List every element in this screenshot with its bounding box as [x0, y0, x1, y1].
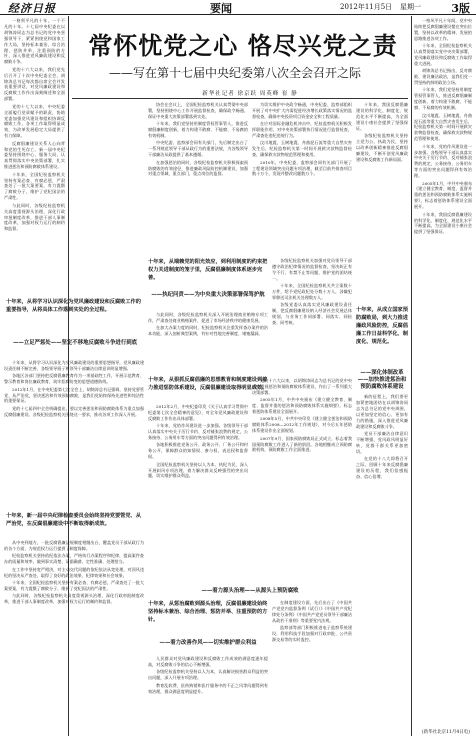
- pull-quote: 十年来，新一届中央纪律检查委员会始终坚持党要管党、从严治党，在反腐倡廉建设中不断取得新成效。: [6, 513, 141, 527]
- article-column-3: [148, 102, 248, 252]
- page-number: 3版: [451, 2, 470, 15]
- paragraph: 十年来，全国纪检监察机关认真贯彻落实党中央决策部署，党风廉政建设和反腐败工作取得重大进展。: [414, 43, 472, 66]
- paragraph: 各级纪检监察机关坚持立党为公、执政为民，坚持以改革创新精神推进反腐倡廉建设，不断开创党风廉政建设和反腐败工作新局面。: [356, 133, 408, 162]
- article-column-9: [272, 600, 352, 734]
- article-column-6: [148, 404, 248, 584]
- paragraph: 在制度建设方面，先后出台了《中国共产党党内监督条例（试行）》《中国共产党纪律处分条例》《中国共产党党员领导干部廉洁从政若干准则》等重要党内法规。: [272, 600, 352, 623]
- paragraph: 党员干部廉洁自律意识不断增强，党风政风明显好转，党群干群关系更加密切。: [356, 430, 408, 454]
- paragraph: 全国纪检监察机关坚持以人为本、执纪为民，深入开展纠风专项治理，着力解决群众反映强烈的突出问题，切实维护群众利益。: [148, 461, 248, 479]
- article-column-4b: [272, 258, 352, 372]
- paragraph: 反腐倡廉建设关系人心向背和党的生死存亡。新一届中央纪委坚持围绕中心、服务大局，认真贯彻落实中央决策部署，扎实推进惩治和预防腐败体系建设。: [4, 140, 65, 170]
- paragraph: 党的十六大以来，以胡锦涛同志为总书记的党中央高度重视惩治和预防腐败体系建设，作出了一系列重大决策部署。: [252, 378, 352, 395]
- paragraph: 在应对国际金融危机冲击中，纪检监察机关积极发挥职能作用，对中央决策部署执行情况进行监督检查，严肃查处违纪违规行为。: [252, 121, 352, 139]
- article-column-8: [148, 656, 268, 734]
- paragraph: 十年来，我们党坚持用制度管权管事管人，推进反腐倡廉制度创新，着力构建不敢腐、不能腐、不易腐的有效机制。: [148, 121, 248, 139]
- issue-weekday: 星期一: [400, 3, 421, 11]
- section-title: 要闻: [210, 2, 232, 15]
- headline-rule: [72, 98, 408, 99]
- pull-quote: 十年来，从成立国家预防腐败局，到大力推进廉政风险防控，反腐倡廉工作日益科学化、制度化、规范化。: [356, 307, 408, 345]
- section-subhead: ——执纪问责——为中央重大决策部署保驾护航: [151, 292, 265, 298]
- paragraph: 汶川地震、玉树地震、舟曲泥石流等重大自然灾害发生后，纪检监察机关第一时间开展救灾款物监督检查，确保救灾款物规范管理和使用。: [252, 140, 352, 158]
- pull-quote: 十年来，从惩治腐败到源头治理，反腐倡廉建设始终坚持标本兼治、综合治理、惩防并举、注重预防的方针。: [148, 601, 268, 623]
- paragraph: 从中央到地方，一批反腐倡廉法规制度相继出台，覆盖党员干部从政行为的各个方面，为规范权力运行提供了制度保障。: [4, 540, 144, 551]
- paragraph: 与此同时，各级纪检监察机关深入开展治理商业贿赂专项工作，严肃查处商业贿赂案件，促进了市场经济秩序的健康发展。: [148, 312, 268, 323]
- section-subhead: ——着力改善作风——切实维护群众利益: [159, 640, 257, 646]
- paragraph: 在加强惩治的同时，各级纪检监察机关积极探索预防腐败的有效途径，推进廉政风险防控机制建设，加强对重点领域、重点部门、重点岗位的监督。: [148, 159, 248, 177]
- paragraph: 一格风平凡十年间，党中央始终把反腐倡廉建设摆在突出位置，坚持以改革的精神、发展的思路推进各项工作。: [414, 18, 472, 41]
- paragraph: 十年来，我们党坚持用制度管权管事管人，推进反腐倡廉制度创新，着力构建不敢腐、不能腐、不易腐的有效机制。: [414, 87, 472, 111]
- paragraph: 十年来，全国纪检监察机关坚持有案必查、有腐必惩，严肃查处了一批大案要案，有力震慑了腐败分子，维护了党纪国法的严肃性。: [4, 579, 144, 591]
- paragraph: 人民群众对党风廉政建设和反腐败工作成效的满意度逐年提高，对反腐败斗争的信心不断增强。: [148, 656, 268, 667]
- paragraph: 2005年1月，中共中央颁布《建立健全教育、制度、监督并重的惩治和预防腐败体系实施纲要》，标志着惩防体系建设全面展开。: [414, 180, 472, 210]
- article-column-1: [4, 18, 65, 293]
- paragraph: 十年来，我国反腐倡廉建设的科学化、制度化、规范化水平不断提高，为全面建设小康社会提供了坚强保证。: [356, 102, 408, 131]
- paragraph: 新的征程上，我们要更加紧密地团结在以胡锦涛同志为总书记的党中央周围，以更加坚定的信心、更加有力的措施，深入推进党风廉政建设和反腐败斗争。: [356, 394, 408, 429]
- byline: 新华社记者 徐京跃 周英峰 崔 静: [202, 91, 298, 97]
- paragraph: 2010年，中央纪委、监察部会同有关部门开展了工程建设领域突出问题专项治理，截至目前共排查项目数十万个，发现并整改问题数万个。: [252, 159, 352, 177]
- pull-quote: 十年来，从端赖党的阳光效应，到利用制度的约束把权力关进制度的笼子里，反腐倡廉制度体系逐步完善。: [148, 259, 268, 281]
- article-column-2: [4, 360, 144, 508]
- paragraph: 各地区各部门坚持把反腐倡廉教育作为一项基础性工作，开展示范教育、警示教育和岗位廉政教育，筑牢拒腐防变的思想道德防线。: [4, 373, 144, 385]
- paragraph: 与此同时，各级纪检监察机关高度重视源头治理，深化行政审批制度改革，推进干部人事制度改革，加强对权力运行的制约和监督。: [4, 593, 144, 605]
- paragraph: 党的十六大以来，我们党先后召开了十次中央纪委全会，胡锦涛总书记每次都出席全会并发表重要讲话，对党风廉政建设和反腐败工作作出深刻阐述和全面部署。: [4, 66, 65, 102]
- article-column-4: [252, 102, 352, 252]
- article-column-7: [252, 378, 352, 584]
- paragraph: 中央纪委、监察部会同有关部门，先后制定出台了一系列规范领导干部从政行为的重要法规，为各级领导干部廉洁从政提供了基本遵循。: [148, 140, 248, 158]
- issue-date: 2012年11月5日: [340, 3, 393, 11]
- paragraph: 在党的十八大即将召开之际，回顾十年来反腐倡廉建设的历程，我们倍感振奋、信心倍增。: [356, 456, 408, 479]
- paragraph: 各级纪检监察机关坚持以人为本，认真解决损害群众利益的突出问题，深入开展专项治理。: [148, 669, 268, 681]
- main-headline: 常怀忧党之心 恪尽兴党之责: [88, 31, 398, 60]
- paragraph: 十年来，党的作风建设进一步加强。各级领导干部认真落实中央关于厉行节约、反对铺张浪费的规定，公务接待、公务用车等方面的突出问题得到有效治理。: [414, 143, 472, 179]
- paper-name: 经济日报: [8, 2, 56, 15]
- article-column-2b: [4, 540, 144, 730]
- article-column-5: [148, 312, 268, 372]
- paragraph: 2012年1月，在中央纪委第七次全会上，胡锦涛总书记强调，坚持党要管党、从严治党，坚决惩治和有效预防腐败，是我们党始终保持先进性和纯洁性的重要保证。: [4, 386, 144, 404]
- paragraph: 一格须平凡的十年，一个不凡的十年。十七届中央纪委在以胡锦涛同志为总书记的党中央坚强领导下，紧紧围绕党和国家工作大局，坚持标本兼治、综合治理、惩防并举、注重预防的方针，深入推进党风廉政建设和反腐败斗争。: [4, 18, 65, 65]
- section-subhead: ——深化体制改革——加快推进惩治和预防腐败体系建设: [357, 370, 407, 390]
- article-column-10: [356, 102, 408, 302]
- paragraph: 2008年5月，中共中央印发《建立健全惩治和预防腐败体系2008—2012年工作规划》，对今后五年惩防体系建设作出全面规划。: [252, 416, 352, 434]
- paragraph: 十年来，全国纪检监察机关共立案数十万件，给予党纪政纪处分数十万人，涉嫌犯罪移送司法机关处理数万人。: [272, 283, 352, 300]
- paragraph: 在工作中坚持宽严相济，对主动交代问题的依纪依法从宽处理，对顶风违纪的坚决从严查处，取得了良好的政治效果、纪律效果和社会效果。: [4, 566, 144, 578]
- pull-quote: 十年来，从将学习认识深化为党风廉政建设和反腐败工作的重要指导，从将具体工作落到实处的全过程。: [6, 299, 141, 313]
- section-subhead: ——着力源头治理——从源头上预防腐败: [201, 588, 299, 594]
- paragraph: 各级纪检监察机关加强对党员领导干部遵守政治纪律情况的监督检查，坚决纠正有令不行、有禁不止等问题，维护党的团结统一。: [272, 258, 352, 281]
- article-column-12: [414, 18, 472, 726]
- paragraph: 协会在会议上，全国纪检监察机关认真贯彻中央部署，坚持围绕中心工作开展监督检查，确保政令畅通，保证中央重大决策部署落到实处。: [148, 102, 248, 119]
- article-footer: (新华社北京11月4日电): [421, 730, 470, 735]
- paragraph: 胡锦涛总书记指出，反对腐败、建设廉洁政治，是我们党一贯坚持的鲜明政治立场。: [414, 68, 472, 86]
- paragraph: 十年来，党的作风建设进一步加强。各级领导干部认真落实中央关于厉行节约、反对铺张浪费的规定，公务接待、公务用车等方面的突出问题得到有效治理。: [148, 423, 248, 441]
- pull-quote: 十年来，从狠抓反腐倡廉的思想教育和制度建设到着力推进惩防体系建设，反腐倡廉建设取得明显成效。: [148, 377, 268, 391]
- paragraph: 教育乱收费、医药购销和医疗服务中的不正之风等问题得到有效治理，群众满意度明显提升。: [148, 682, 268, 694]
- masthead: [0, 0, 476, 15]
- paragraph: 纪检监察机关坚持依纪依法办案，严格执行办案程序和纪律，提高案件查办的质量和效率，做到事实清楚、证据确凿、定性准确、处理恰当。: [4, 553, 144, 565]
- paragraph: 各地积极推进党务公开、政务公开、厂务公开和村务公开，保障群众的知情权、参与权、表达权和监督权。: [148, 442, 248, 460]
- paragraph: 2005年1月，中共中央颁布《建立健全教育、制度、监督并重的惩治和预防腐败体系实施纲要》，标志着惩防体系建设全面展开。: [252, 397, 352, 415]
- paragraph: 2007年9月，国家预防腐败局正式成立，标志着我国预防腐败工作进入了新的阶段。各地相继成立预防腐败机构，预防腐败工作全面推进。: [252, 435, 352, 453]
- section-subhead: ——立足严惩处——坚定不移地反腐败斗争进行到底: [13, 340, 137, 346]
- paragraph: 2012年2月，中央纪委印发《关于认真学习贯彻中纪委第七次全会精神的意见》，对全年党风廉政建设和反腐败工作作出具体部署。: [148, 404, 248, 421]
- paragraph: 十年来，从将学习认识深化为党风廉政建设的重要思想指导，党风廉政建设责任制不断完善，各级领导班子和领导干部廉洁自律意识明显增强。: [4, 360, 144, 371]
- paragraph: 党的十七届四中全会明确提出，要以完善惩治和预防腐败体系为重点加强反腐倡廉建设。各级纪检监察机关围绕这一要求，推动各项工作深入开展。: [4, 405, 144, 417]
- paragraph: 党的十七大以来，中央纪委全面履行党章赋予的职责，协助党委加强党风建设和组织协调反腐败工作，各项工作取得明显成效，为改革发展稳定大局提供了有力保障。: [4, 103, 65, 139]
- paragraph: 监察部等部门积极推进电子监察系统建设，利用科技手段加强对行政审批、公共资源交易等的实时监控。: [272, 625, 352, 642]
- paragraph: 在加大办案力度的同时，纪检监察机关注重发挥查办案件的治本功能，深入剖析典型案例，有针对性地完善制度、堵塞漏洞。: [148, 325, 268, 337]
- paragraph: 与此同时，各级纪检监察机关高度重视源头治理，深化行政审批制度改革，推进干部人事制度改革，加强对权力运行的制约和监督。: [4, 202, 65, 232]
- article-column-11: [356, 394, 408, 734]
- paragraph: 十年来，全国纪检监察机关坚持有案必查、有腐必惩，严肃查处了一批大案要案，有力震慑了腐败分子，维护了党纪国法的严肃性。: [4, 171, 65, 201]
- column-rule: [411, 16, 412, 736]
- paragraph: 各级党委认真落实党风廉政建设责任制，把反腐倡廉建设纳入经济社会发展总体规划，与业务工作同部署、同落实、同检查、同考核。: [272, 302, 352, 326]
- paragraph: 十年来，我国反腐倡廉建设的科学化、制度化、规范化水平不断提高，为全面建设小康社会提供了坚强保证。: [414, 211, 472, 235]
- paragraph: 为切实维护中央政令畅通，中央纪委、监察部组织开展了对中央扩大内需促进经济增长政策落实情况的监督检查，确保中央投资项目资金安全和工程质量。: [252, 102, 352, 119]
- sub-headline: ——写在第十七届中央纪委第八次全会召开之际: [108, 66, 361, 80]
- paragraph: 汶川地震、玉树地震、舟曲泥石流等重大自然灾害发生后，纪检监察机关第一时间开展救灾款物监督检查，确保救灾款物规范管理和使用。: [414, 112, 472, 142]
